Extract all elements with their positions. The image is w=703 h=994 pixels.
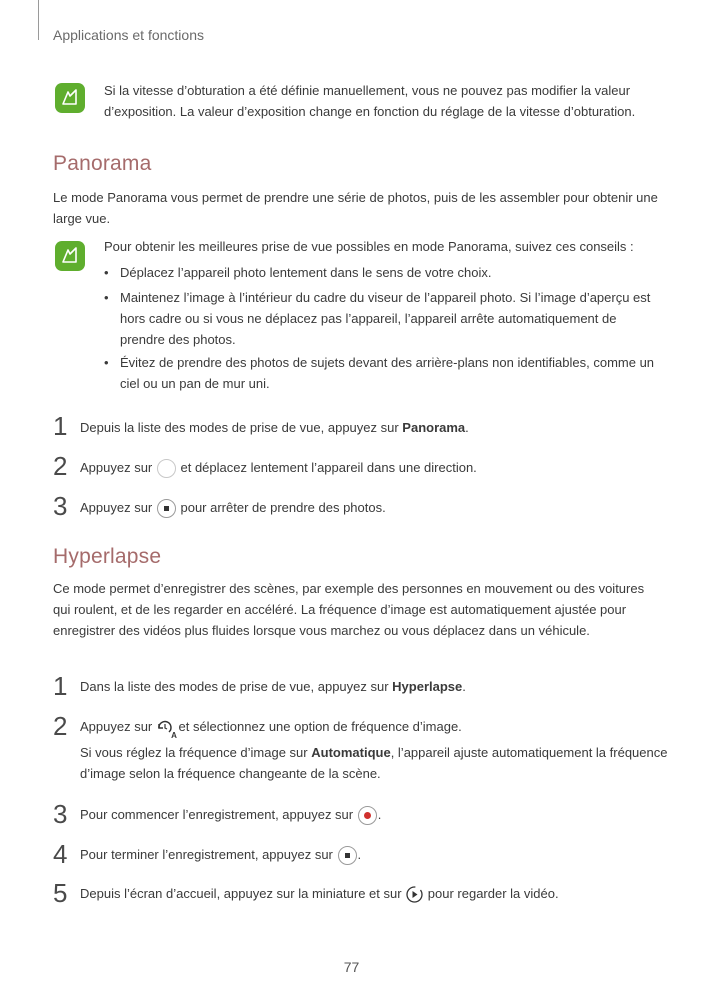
panorama-tips-lead: Pour obtenir les meilleures prise de vue possibles en mode Panorama, suivez ces conseils : bbox=[104, 239, 634, 254]
hyperlapse-step-2: Appuyez sur A et sélectionnez une option de fréquence d’image. bbox=[80, 719, 462, 741]
stop-icon[interactable] bbox=[157, 499, 176, 518]
section-header: Applications et fonctions bbox=[53, 27, 204, 43]
bullet-symbol: • bbox=[104, 265, 109, 280]
stop-icon[interactable] bbox=[338, 846, 357, 865]
panorama-step-2: Appuyez sur et déplacez lentement l’appareil dans une direction. bbox=[80, 457, 670, 478]
panorama-step-3: Appuyez sur pour arrêter de prendre des photos. bbox=[80, 497, 670, 518]
note-shutter-speed: Si la vitesse d’obturation a été définie manuellement, vous ne pouvez pas modifier la valeur d’exposition. La valeur d’exposition change en fonction du réglage de la vitesse d’obturation. bbox=[104, 83, 636, 119]
step-number: 1 bbox=[53, 671, 68, 701]
panorama-step-1: Depuis la liste des modes de prise de vue, appuyez sur Panorama. bbox=[80, 420, 469, 435]
step-number: 4 bbox=[53, 839, 68, 869]
section-title-panorama: Panorama bbox=[53, 152, 152, 175]
section-title-hyperlapse: Hyperlapse bbox=[53, 545, 162, 568]
frame-rate-icon[interactable] bbox=[156, 718, 177, 741]
frame-rate-badge: A bbox=[171, 731, 177, 741]
step-number: 3 bbox=[53, 799, 68, 829]
note-icon bbox=[55, 241, 85, 271]
list-item: • Déplacez l’appareil photo lentement dans le sens de votre choix. bbox=[104, 262, 664, 283]
hyperlapse-step-2-detail: Si vous réglez la fréquence d’image sur Automatique, l’appareil ajuste automatiquement la fréquence d’image selon la fréquence changeante de la scène. bbox=[80, 745, 668, 781]
panorama-intro: Le mode Panorama vous permet de prendre une série de photos, puis de les assembler pour obtenir une large vue. bbox=[53, 190, 658, 226]
page-number: 77 bbox=[343, 959, 360, 975]
step-number: 5 bbox=[53, 878, 68, 908]
header-divider bbox=[38, 0, 39, 40]
step-number: 3 bbox=[53, 491, 68, 521]
hyperlapse-intro: Ce mode permet d’enregistrer des scènes, par exemple des personnes en mouvement ou des voitures qui roulent, et de les regarder en accéléré. La fréquence d’image est automatiquement ajustée pour enregistrer des vidéos plus fluides lorsque vous marchez ou vous déplacez dans un véhicule. bbox=[53, 581, 645, 638]
hyperlapse-step-5: Depuis l’écran d’accueil, appuyez sur la miniature et sur pour regarder la vidéo. bbox=[80, 883, 670, 904]
bullet-symbol: • bbox=[104, 355, 109, 370]
step-number: 2 bbox=[53, 711, 68, 741]
hyperlapse-step-1: Dans la liste des modes de prise de vue, appuyez sur Hyperlapse. bbox=[80, 679, 466, 694]
record-icon[interactable] bbox=[358, 806, 377, 825]
list-item: • Maintenez l’image à l’intérieur du cadre du viseur de l’appareil photo. Si l’image d’aperçu est hors cadre ou si vous ne déplacez pas l’appareil, l’appareil arrête automatiquement de prendre des photos. bbox=[104, 287, 664, 350]
hyperlapse-step-3: Pour commencer l’enregistrement, appuyez sur . bbox=[80, 804, 670, 825]
note-icon bbox=[55, 83, 85, 113]
hyperlapse-step-4: Pour terminer l’enregistrement, appuyez sur . bbox=[80, 844, 670, 865]
bullet-symbol: • bbox=[104, 290, 109, 305]
step-number: 2 bbox=[53, 451, 68, 481]
list-item: • Évitez de prendre des photos de sujets devant des arrière-plans non identifiables, comme un ciel ou un pan de mur uni. bbox=[104, 352, 664, 394]
play-hyperlapse-icon[interactable] bbox=[405, 885, 424, 904]
capture-button-icon[interactable] bbox=[157, 459, 176, 478]
step-number: 1 bbox=[53, 411, 68, 441]
